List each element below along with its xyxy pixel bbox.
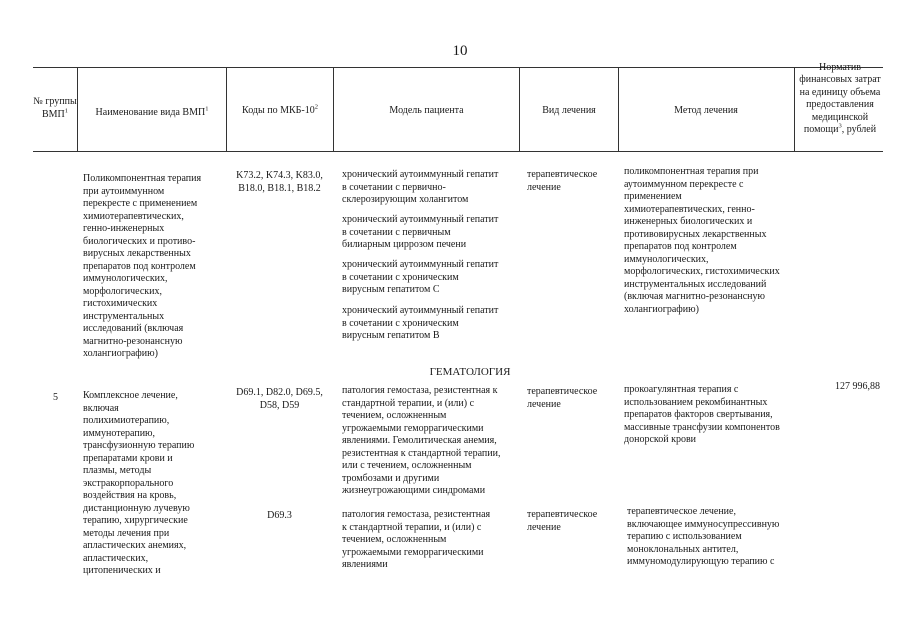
header-icd-codes: Коды по МКБ-$10^2$ [242,103,318,116]
treatment-type: терапевтическое лечение [527,169,598,193]
header-vmp-name: Наименование вида ВМП$^1$ [95,105,209,118]
treatment-type: терапевтическое лечение [527,509,598,533]
header-divider [226,67,227,151]
patient-model-item: хронический аутоиммунный гепатит в сочетании с хроническим вирусным гепатитом В [342,305,499,341]
vmp-name-complex-treatment: Комплексное лечение, включая полихимиотерапию, иммунотерапию, трансфузионную терапию препаратами крови и плазмы, методы экстракорпорального воздействия на кровь, дистанционную лучевую терапию, хирургические методы лечения при апластических анемиях, апластических, цитопенических и [83,390,195,576]
header-divider [333,67,334,151]
header-treatment-type: Вид лечения [542,105,596,116]
header-divider [77,67,78,151]
header-financial-norm: Норматив финансовых затрат на единицу объема предоставления медицинской помощи$^3$, рублей [799,62,881,136]
icd-codes-hemostasis: D69.1, D82.0, D69.5, D58, D59 [236,387,323,411]
header-top-border [33,67,883,68]
vmp-name-autoimmune-overlap: Поликомпонентная терапия при аутоиммунном перекресте с применением химиотерапевтических, генно-инженерных биологических и противо- вирусных лекарственных препаратов под контролем иммунологических, морфологических, гистохимических инструментальных исследований (включая магнитно-резонансную холангиографию) [83,173,202,359]
page-number: 10 [452,43,468,59]
patient-model-hemostasis-2: патология гемостаза, резистентная к стандартной терапии, и (или) с течением, осложненным угрожаемыми геморрагическими явлениями [342,509,491,570]
header-patient-model: Модель пациента [389,105,464,116]
patient-model-hemostasis: патология гемостаза, резистентная к стандартной терапии, и (или) с течением, осложненным угрожаемыми геморрагическими явлениями. Гемолитическая анемия, резистентная к стандартной терапии, или с течением, осложненным тромбозами и другими жизнеугрожающими синдромами [342,385,501,496]
icd-codes-autoimmune: K73.2, K74.3, K83.0, B18.0, B18.1, B18.2 [236,170,323,194]
header-group-number: № группы ВМП$^1$ [33,96,77,120]
group-number: 5 [53,392,58,403]
header-bottom-border [33,151,883,152]
treatment-type: терапевтическое лечение [527,386,598,410]
section-title-hematology: ГЕМАТОЛОГИЯ [429,366,511,378]
header-divider [519,67,520,151]
financial-norm-value: 127 996,88 [835,381,880,392]
header-treatment-method: Метод лечения [674,105,738,116]
treatment-method: поликомпонентная терапия при аутоиммунном перекресте с применением химиотерапевтических, генно- инженерных биологических и противовирусных лекарственных препаратов под контролем иммунологических, морфологических, гистохимических инструментальных исследований (включая магнитно-резонансную холангиографию) [624,166,780,315]
patient-model-item: хронический аутоиммунный гепатит в сочетании с первичным билиарным циррозом печени [342,214,499,250]
header-divider [618,67,619,151]
header-divider [794,67,795,151]
treatment-method-procoagulant: прокоагулянтная терапия с использованием рекомбинантных препаратов факторов свертывания, массивные трансфузии компонентов донорской крови [624,384,780,445]
icd-codes-d69-3: D69.3 [267,510,292,521]
treatment-method-immunosuppressive: терапевтическое лечение, включающее иммуносупрессивную терапию с использованием моноклональных антител, иммуномодулирующую терапию с [627,506,780,567]
patient-model-item: хронический аутоиммунный гепатит в сочетании с первично- склерозирующим холангитом [342,169,499,205]
patient-model-item: хронический аутоиммунный гепатит в сочетании с хроническим вирусным гепатитом С [342,259,499,295]
